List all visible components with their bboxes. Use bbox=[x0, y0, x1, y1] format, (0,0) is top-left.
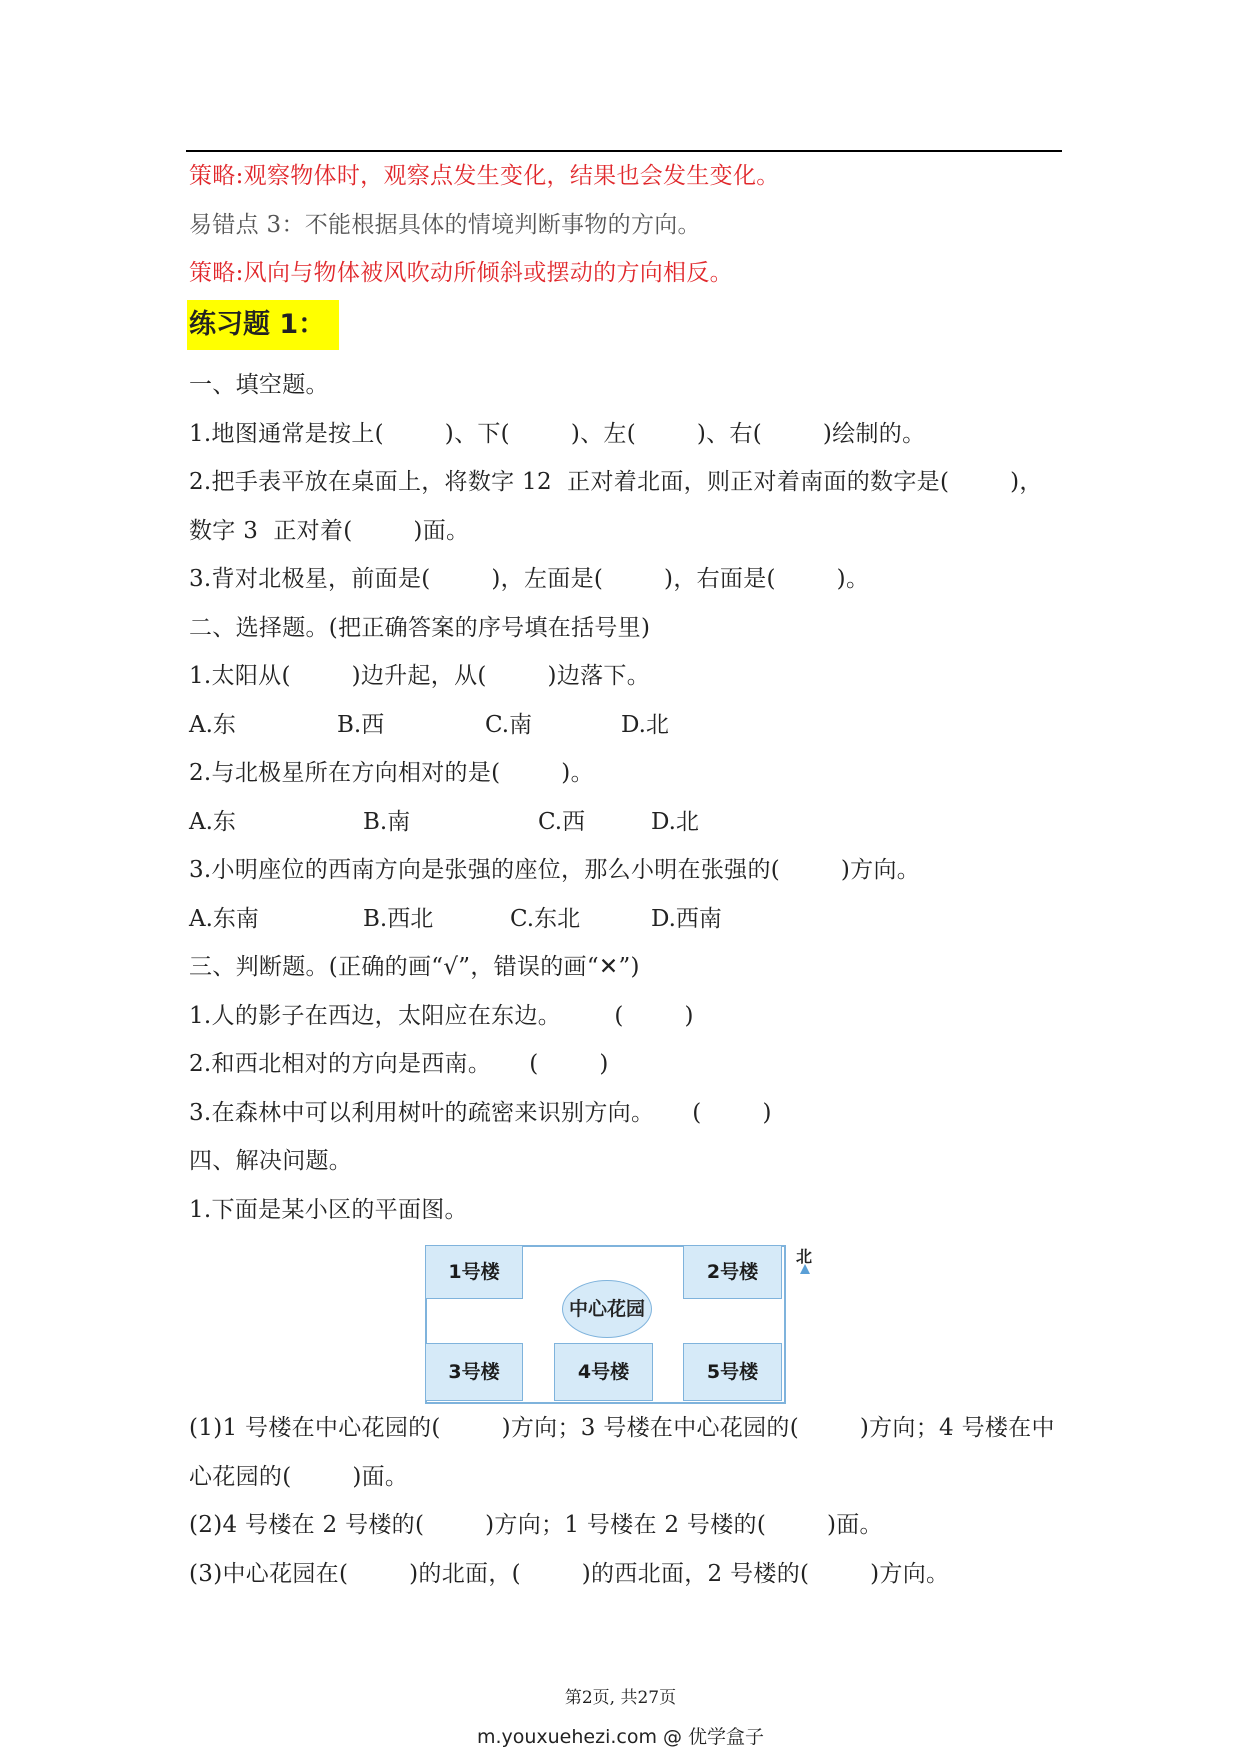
q1-option-d: D.北 bbox=[621, 712, 669, 738]
q2-option-d: D.北 bbox=[651, 809, 699, 835]
q3-option-b: B.西北 bbox=[363, 906, 434, 932]
q1-option-b: B.西 bbox=[337, 712, 385, 738]
strategy-line-1: 策略:观察物体时，观察点发生变化，结果也会发生变化。 bbox=[189, 163, 780, 189]
part3-q3: 3.在森林中可以利用树叶的疏密来识别方向。 ( ) bbox=[189, 1100, 772, 1126]
building-1: 1号楼 bbox=[425, 1245, 523, 1299]
q1-option-c: C.南 bbox=[485, 712, 533, 738]
part4-q1: 1.下面是某小区的平面图。 bbox=[189, 1197, 468, 1223]
building-3: 3号楼 bbox=[425, 1343, 523, 1401]
part2-q2: 2.与北极星所在方向相对的是( )。 bbox=[189, 760, 594, 786]
site-brand: m.youxuehezi.com @ 优学盒子 bbox=[476, 1726, 765, 1748]
header-rule bbox=[186, 150, 1062, 152]
q3-option-a: A.东南 bbox=[189, 906, 259, 932]
part1-heading: 一、填空题。 bbox=[189, 372, 329, 398]
q3-option-d: D.西南 bbox=[651, 906, 722, 932]
part3-heading: 三、判断题。(正确的画“√”，错误的画“✕”) bbox=[189, 954, 640, 980]
q2-option-b: B.南 bbox=[363, 809, 411, 835]
part1-q3: 3.背对北极星，前面是( )，左面是( )，右面是( )。 bbox=[189, 566, 870, 592]
part4-sub2: (2)4 号楼在 2 号楼的( )方向；1 号楼在 2 号楼的( )面。 bbox=[189, 1512, 883, 1538]
central-garden: 中心花园 bbox=[562, 1280, 652, 1338]
error-point-3: 易错点 3：不能根据具体的情境判断事物的方向。 bbox=[189, 212, 701, 238]
part3-q1: 1.人的影子在西边，太阳应在东边。 ( ) bbox=[189, 1003, 694, 1029]
building-5: 5号楼 bbox=[683, 1343, 782, 1401]
strategy-line-2: 策略:风向与物体被风吹动所倾斜或摆动的方向相反。 bbox=[189, 260, 733, 286]
part1-q2b: 数字 3 正对着( )面。 bbox=[189, 518, 470, 544]
q1-option-a: A.东 bbox=[189, 712, 236, 738]
part4-sub1b: 心花园的( )面。 bbox=[189, 1464, 409, 1490]
part1-q1: 1.地图通常是按上( )、下( )、左( )、右( )绘制的。 bbox=[189, 421, 926, 447]
part4-sub3: (3)中心花园在( )的北面，( )的西北面，2 号楼的( )方向。 bbox=[189, 1561, 950, 1587]
part2-heading: 二、选择题。(把正确答案的序号填在括号里) bbox=[189, 615, 651, 641]
north-label: 北 bbox=[796, 1247, 813, 1266]
q3-option-c: C.东北 bbox=[510, 906, 581, 932]
q2-option-a: A.东 bbox=[189, 809, 236, 835]
building-4: 4号楼 bbox=[554, 1343, 653, 1401]
part2-q3: 3.小明座位的西南方向是张强的座位，那么小明在张强的( )方向。 bbox=[189, 857, 921, 883]
page-number: 第2页, 共27页 bbox=[564, 1688, 677, 1708]
part4-sub1a: (1)1 号楼在中心花园的( )方向；3 号楼在中心花园的( )方向；4 号楼在中 bbox=[189, 1415, 1055, 1441]
q2-option-c: C.西 bbox=[538, 809, 586, 835]
building-2: 2号楼 bbox=[683, 1245, 782, 1299]
section-title: 练习题 1： bbox=[187, 300, 339, 350]
part3-q2: 2.和西北相对的方向是西南。 ( ) bbox=[189, 1051, 609, 1077]
part1-q2a: 2.把手表平放在桌面上，将数字 12 正对着北面，则正对着南面的数字是( )， bbox=[189, 469, 1043, 495]
part2-q1: 1.太阳从( )边升起，从( )边落下。 bbox=[189, 663, 651, 689]
north-arrow-icon bbox=[800, 1264, 810, 1274]
part4-heading: 四、解决问题。 bbox=[189, 1148, 353, 1174]
